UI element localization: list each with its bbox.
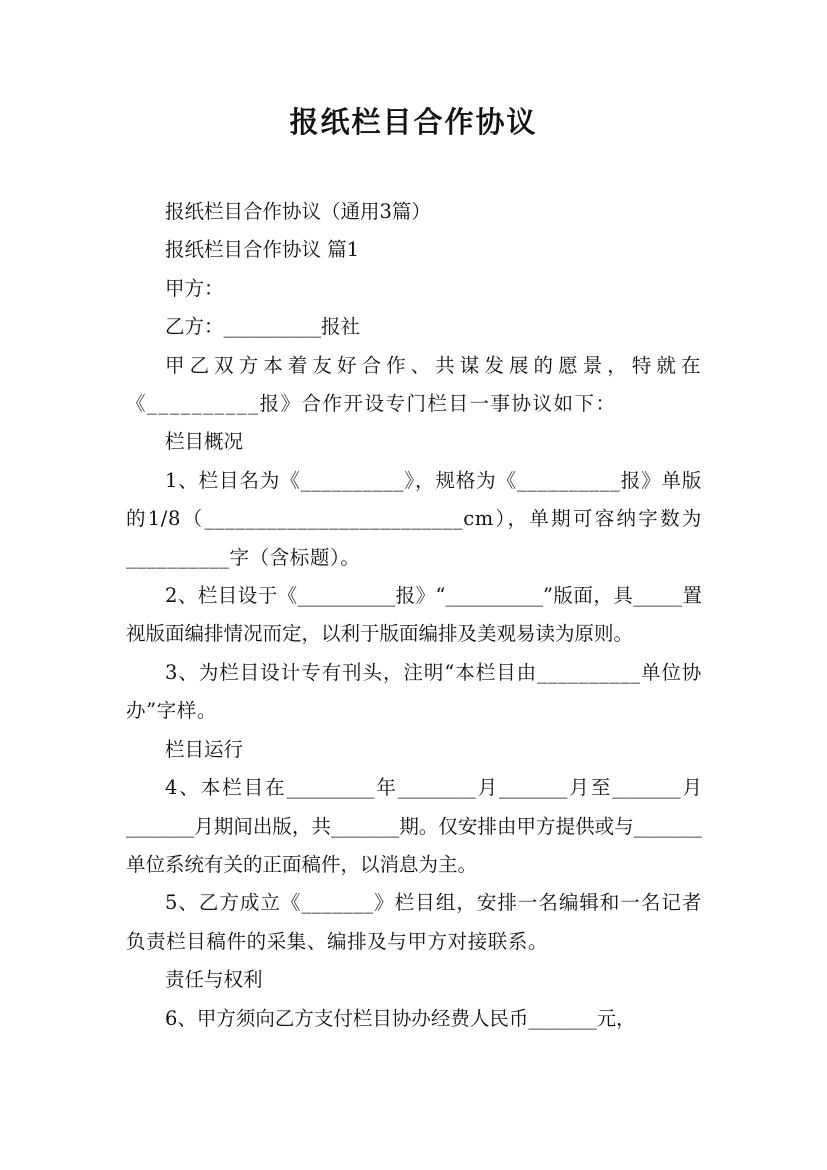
paragraph-preamble: 甲乙双方本着友好合作、共谋发展的愿景，特就在《__________报》合作开设专门栏目一事协议如下：: [126, 353, 702, 416]
paragraph-party-b: 乙方：__________报社: [165, 315, 361, 339]
document-title: 报纸栏目合作协议: [289, 105, 538, 139]
paragraph-clause-2: 2、栏目设于《__________报》“__________”版面，具_____置视版面编排情况而定，以利于版面编排及美观易读为原则。: [126, 584, 702, 646]
paragraph-subtitle: 报纸栏目合作协议（通用3篇）: [165, 200, 431, 223]
section-heading-overview: 栏目概况: [165, 430, 244, 454]
paragraph-clause-6: 6、甲方须向乙方支付栏目协办经费人民币_______元，: [165, 1006, 636, 1030]
paragraph-part-heading: 报纸栏目合作协议 篇1: [165, 238, 360, 262]
paragraph-clause-5: 5、乙方成立《_______》栏目组，安排一名编辑和一名记者负责栏目稿件的采集、编排及与甲方对接联系。: [126, 891, 702, 953]
paragraph-party-a: 甲方：: [165, 276, 224, 300]
paragraph-clause-3: 3、为栏目设计专有刊头，注明“本栏目由__________单位协办”字样。: [126, 660, 702, 723]
paragraph-clause-1: 1、栏目名为《__________》，规格为《__________报》单版的1/8（_________________________cm），单期可容纳字数为__________字（含标题）。: [126, 468, 702, 569]
paragraph-clause-4: 4、本栏目在_________年________月_______月至_______月_______月期间出版，共_______期。仅安排由甲方提供或与_______单位系统有关的正面稿件，以消息为主。: [126, 776, 702, 876]
section-heading-responsibilities: 责任与权利: [165, 968, 263, 992]
document-body: [126, 193, 702, 1038]
section-heading-operation: 栏目运行: [165, 737, 244, 761]
